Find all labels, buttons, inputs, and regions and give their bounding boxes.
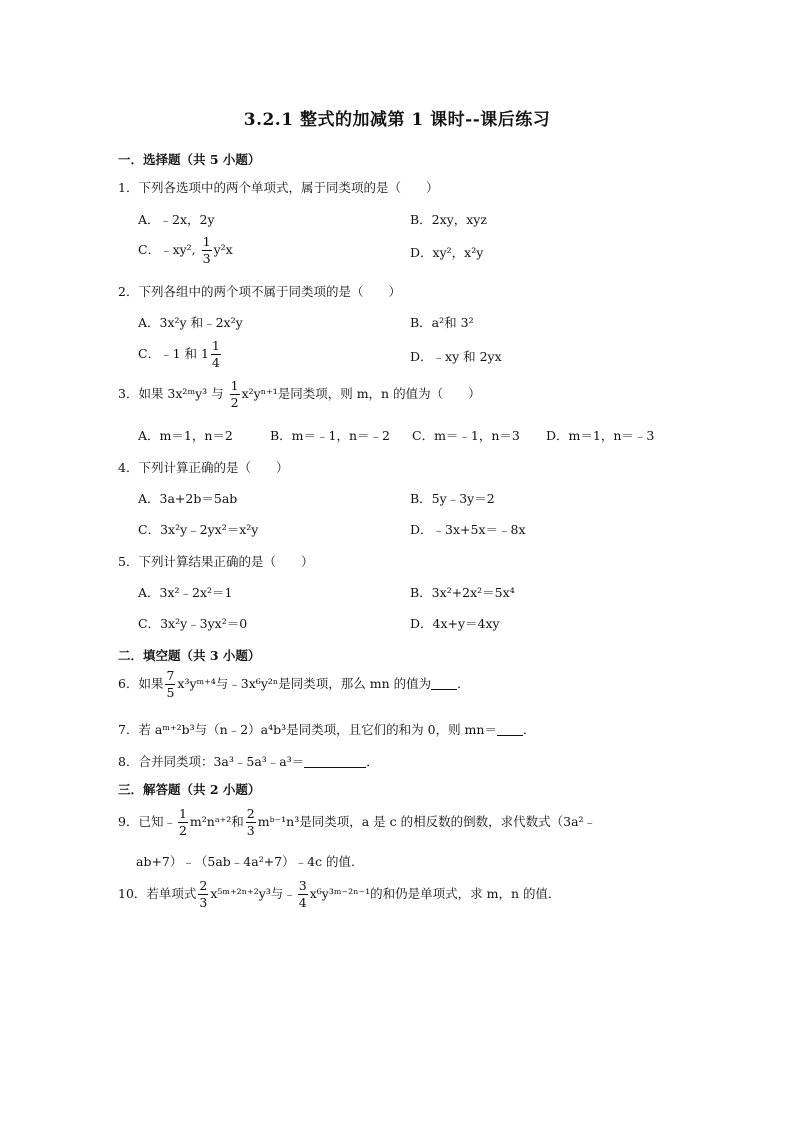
question-9-line-2: ab+7）﹣（5ab﹣4a²+7）﹣4c 的值． [136, 854, 364, 869]
q7-end: ． [522, 722, 536, 737]
page-title: 3.2.1 整式的加减第 1 课时--课后练习 [243, 110, 551, 130]
q10-prefix: 10．若单项式 [118, 886, 197, 901]
question-4-stem: 4．下列计算正确的是（ ） [118, 460, 289, 475]
question-8 [118, 752, 379, 770]
q6-end: ． [457, 676, 470, 691]
question-10 [118, 880, 561, 909]
question-1-stem: 1．下列各选项中的两个单项式，属于同类项的是（ ） [118, 180, 439, 195]
q6-body: x³yᵐ⁺⁴与﹣3x⁶y²ⁿ是同类项，那么 mn 的值为 [177, 676, 432, 691]
fraction-denominator: 3 [202, 250, 211, 266]
fraction-denominator: 3 [199, 894, 208, 910]
q1-option-b: B．2xy，xyz [410, 212, 487, 227]
question-7 [118, 720, 535, 738]
q9-mid-2: mᵇ⁻¹n³是同类项，a 是 c 的相反数的倒数，求代数式（3a²﹣ [257, 814, 597, 829]
q4-option-d: D．﹣3x+5x＝﹣8x [410, 522, 526, 537]
question-6 [118, 670, 470, 699]
q2-option-c [138, 340, 223, 369]
fraction-denominator: 2 [230, 394, 239, 410]
q4-option-a: A．3a+2b＝5ab [138, 491, 238, 506]
question-2-stem: 2．下列各组中的两个项不属于同类项的是（ ） [118, 284, 401, 299]
q3-option-b: B．m＝﹣1，n＝﹣2 [270, 428, 390, 443]
q1-option-c-fraction [202, 236, 212, 265]
q5-option-d: D．4x+y＝4xy [410, 616, 500, 631]
question-5-stem: 5．下列计算结果正确的是（ ） [118, 554, 314, 569]
q2-option-d: D．﹣xy 和 2yx [410, 349, 502, 364]
q2-option-c-prefix: C．﹣1 和 1 [138, 346, 209, 361]
q3-option-d: D．m＝1，n＝﹣3 [546, 428, 655, 443]
section-heading-fill: 二．填空题（共 3 小题） [118, 648, 261, 663]
fraction-numerator: 1 [211, 338, 220, 353]
q10-mid-2: x⁶y³ᵐ⁻²ⁿ⁻¹的和仍是单项式，求 m，n 的值． [309, 886, 561, 901]
fraction-numerator: 1 [178, 806, 187, 821]
fraction-denominator: 4 [211, 354, 220, 370]
question-9-line-1 [118, 808, 596, 837]
q9-prefix: 9．已知﹣ [118, 814, 176, 829]
fraction-numerator: 2 [199, 878, 208, 893]
q6-prefix: 6．如果 [118, 676, 164, 691]
q1-option-d: D．xy²，x²y [410, 245, 484, 260]
fraction-numerator: 2 [246, 806, 255, 821]
q3-stem-suffix: x²yⁿ⁺¹是同类项，则 m，n 的值为（ ） [241, 386, 481, 401]
q8-text: 8．合并同类项：3a³﹣5a³﹣a³＝ [118, 754, 305, 769]
fraction-denominator: 4 [298, 894, 307, 910]
q10-fraction-2 [298, 880, 308, 909]
question-3-stem [118, 380, 481, 409]
fraction-denominator: 5 [166, 684, 175, 700]
q4-option-b: B．5y﹣3y＝2 [410, 491, 495, 506]
q7-answer-blank[interactable] [497, 723, 523, 736]
q1-option-c [138, 236, 233, 265]
q9-fraction-1 [178, 808, 188, 837]
q3-stem-prefix: 3．如果 3x²ᵐy³ 与 [118, 386, 228, 401]
q4-option-c: C．3x²y﹣2yx²＝x²y [138, 522, 259, 537]
section-heading-choice: 一．选择题（共 5 小题） [118, 152, 261, 167]
q1-option-c-suffix: y²x [213, 242, 233, 257]
fraction-numerator: 3 [298, 878, 307, 893]
fraction-numerator: 1 [202, 234, 211, 249]
q3-option-c: C．m＝﹣1，n＝3 [412, 428, 520, 443]
q5-option-a: A．3x²﹣2x²＝1 [138, 585, 233, 600]
q8-end: ． [366, 754, 379, 769]
q8-answer-blank[interactable] [304, 755, 366, 768]
fraction-numerator: 7 [166, 668, 175, 683]
fraction-numerator: 1 [230, 378, 239, 393]
q9-fraction-2 [246, 808, 256, 837]
q1-option-c-prefix: C．﹣xy², [138, 242, 200, 257]
q6-fraction [165, 670, 175, 699]
fraction-denominator: 3 [246, 822, 255, 838]
q2-option-c-fraction [211, 340, 221, 369]
q6-answer-blank[interactable] [431, 677, 457, 690]
q2-option-b: B．a²和 3² [410, 315, 474, 330]
q5-option-c: C．3x²y﹣3yx²＝0 [138, 616, 248, 631]
q5-option-b: B．3x²+2x²＝5x⁴ [410, 585, 515, 600]
q3-option-a: A．m＝1，n＝2 [138, 428, 233, 443]
q9-mid-1: m²nᵃ⁺²和 [189, 814, 244, 829]
q3-fraction [230, 380, 240, 409]
section-heading-solve: 三．解答题（共 2 小题） [118, 782, 261, 797]
q2-option-a: A．3x²y 和﹣2x²y [138, 315, 243, 330]
q10-mid-1: x⁵ᵐ⁺²ⁿ⁺²y³与﹣ [210, 886, 296, 901]
q10-fraction-1 [198, 880, 208, 909]
q7-text: 7．若 aᵐ⁺²b³与（n﹣2）a⁴b³是同类项，且它们的和为 0，则 mn＝ [118, 722, 497, 737]
q1-option-a: A．﹣2x，2y [138, 212, 215, 227]
fraction-denominator: 2 [178, 822, 187, 838]
